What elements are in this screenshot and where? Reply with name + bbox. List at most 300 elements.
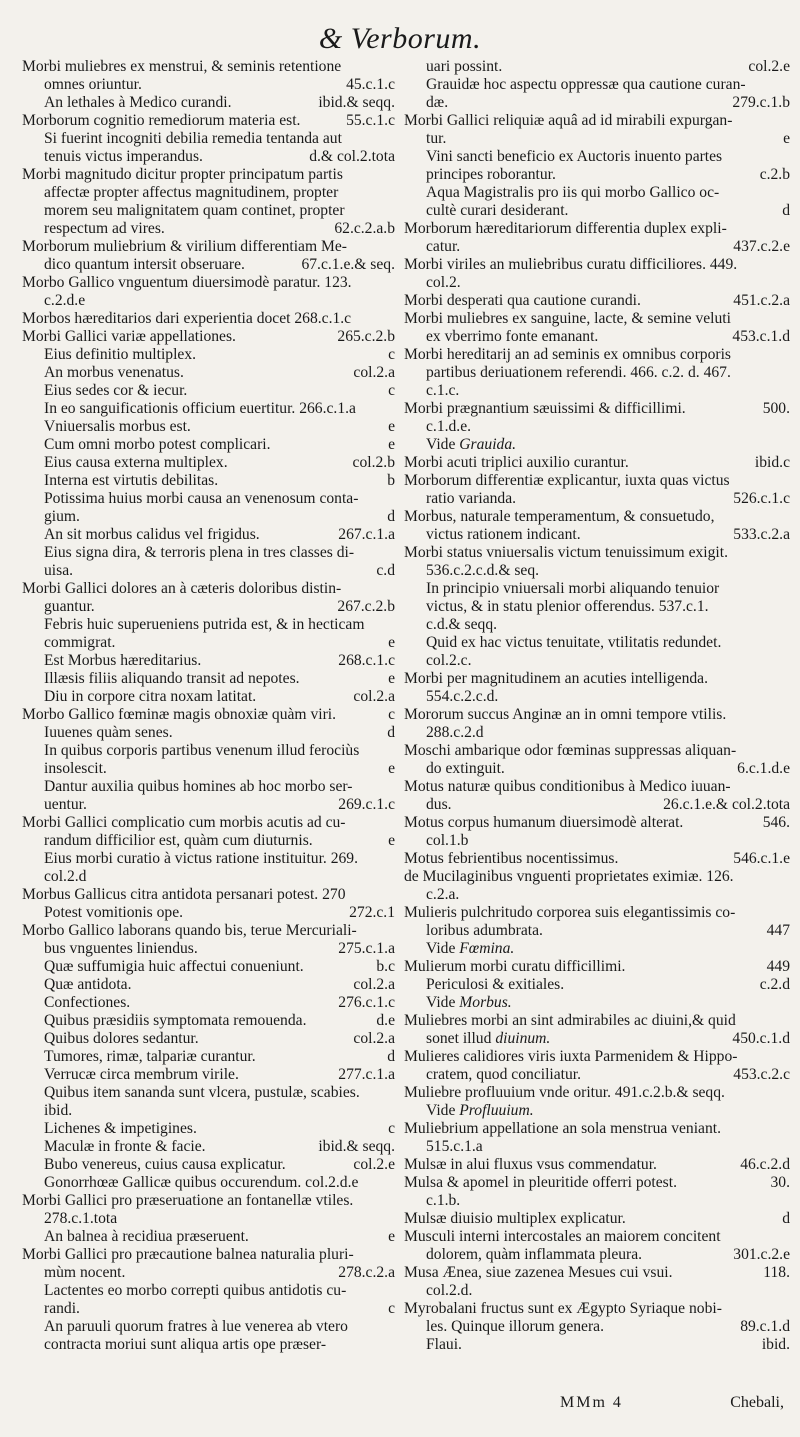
index-entry <box>404 598 790 616</box>
index-entry <box>22 778 395 796</box>
index-entry <box>404 1336 790 1354</box>
entry-reference: 267.c.2.b <box>337 598 395 615</box>
index-entry <box>404 1048 790 1066</box>
entry-text: Muliebre profluuium vnde oritur. 491.c.2.b.& seqq. <box>404 1084 725 1101</box>
index-entry <box>22 220 395 238</box>
entry-text: Morbus, naturale temperamentum, & consuetudo, <box>404 508 715 525</box>
entry-reference: 301.c.2.e <box>733 1246 790 1263</box>
entry-text: Vniuersalis morbus est. <box>44 418 191 435</box>
signature-mark: MMm 4 <box>560 1394 623 1411</box>
entry-text: cultè curari desiderant. <box>426 202 569 219</box>
index-entry <box>404 886 790 904</box>
entry-text: Mulierum morbi curatu difficillimi. <box>404 958 626 975</box>
index-entry <box>22 1336 395 1354</box>
index-entry <box>22 1246 395 1264</box>
entry-reference: 275.c.1.a <box>338 940 395 957</box>
entry-reference: 437.c.2.e <box>733 238 790 255</box>
entry-text: Morbi Gallici pro præseruatione an fontanellæ vtiles. <box>22 1192 354 1209</box>
index-entry <box>404 364 790 382</box>
index-entry <box>404 1246 790 1264</box>
entry-text: Eius definitio multiplex. <box>44 346 197 363</box>
index-entry <box>22 634 395 652</box>
entry-text: Morborum cognitio remediorum materia est. <box>22 112 301 129</box>
entry-reference: c.2.b <box>759 166 790 183</box>
entry-text: de Mucilaginibus vnguenti proprietates eximiæ. 126. <box>404 868 734 885</box>
entry-text: Morbi prægnantium sæuissimi & difficillimi. <box>404 400 686 417</box>
entry-text: Iuuenes quàm senes. <box>44 724 173 741</box>
index-entry <box>404 724 790 742</box>
index-entry <box>22 1210 395 1228</box>
index-entry <box>404 1174 790 1192</box>
entry-text: principes roborantur. <box>426 166 556 183</box>
index-entry <box>404 742 790 760</box>
index-entry <box>22 382 395 400</box>
entry-text: Mulsa & apomel in pleuritide offerri potest. <box>404 1174 677 1191</box>
index-entry <box>22 328 395 346</box>
entry-text: Morbi Gallici dolores an à cæteris doloribus distin- <box>22 580 342 597</box>
entry-text: 278.c.1.tota <box>44 1210 118 1227</box>
entry-reference: col.2.a <box>353 976 395 993</box>
index-entry <box>404 202 790 220</box>
entry-text: affectæ propter affectus magnitudinem, propter <box>44 184 339 201</box>
index-entry <box>22 1318 395 1336</box>
index-entry <box>404 1282 790 1300</box>
index-entry <box>22 976 395 994</box>
entry-text: col.2. <box>426 274 461 291</box>
entry-text: Aqua Magistralis pro iis qui morbo Gallico oc- <box>426 184 720 201</box>
entry-text: omnes oriuntur. <box>44 76 142 93</box>
index-entry <box>22 256 395 274</box>
index-entry <box>22 598 395 616</box>
entry-text: Interna est virtutis debilitas. <box>44 472 219 489</box>
entry-text: c.1.d.e. <box>426 418 472 435</box>
entry-text: Est Morbus hæreditarius. <box>44 652 202 669</box>
entry-reference: c <box>388 1300 395 1317</box>
entry-text: Myrobalani fructus sunt ex Ægypto Syriaque nobi- <box>404 1300 722 1317</box>
entry-text: Tumores, rimæ, talpariæ curantur. <box>44 1048 256 1065</box>
entry-text: Morbo Gallico fœminæ magis obnoxiæ quàm viri. <box>22 706 337 723</box>
entry-text: An balnea à recidiua præseruent. <box>44 1228 249 1245</box>
index-entry <box>22 490 395 508</box>
entry-text: les. Quinque illorum genera. <box>426 1318 604 1335</box>
entry-text: Gonorrhœæ Gallicæ quibus occurendum. col.2.d.e <box>44 1174 359 1191</box>
index-entry <box>404 130 790 148</box>
index-entry <box>404 580 790 598</box>
index-entry <box>22 1264 395 1282</box>
index-entry <box>22 472 395 490</box>
entry-reference: e <box>388 832 395 849</box>
index-entry <box>404 1264 790 1282</box>
index-entry <box>404 940 790 958</box>
index-entry <box>22 868 395 886</box>
index-entry <box>404 346 790 364</box>
index-entry <box>404 958 790 976</box>
entry-reference: e <box>388 760 395 777</box>
index-entry <box>404 526 790 544</box>
index-entry <box>22 130 395 148</box>
entry-reference: 26.c.1.e.& col.2.tota <box>663 796 790 813</box>
index-entry <box>404 1138 790 1156</box>
index-entry <box>404 220 790 238</box>
index-entry <box>22 1228 395 1246</box>
entry-text: c.1.b. <box>426 1192 461 1209</box>
entry-text: do extinguit. <box>426 760 505 777</box>
index-entry <box>22 1282 395 1300</box>
index-entry <box>22 886 395 904</box>
entry-text: Lichenes & impetigines. <box>44 1120 197 1137</box>
entry-text: Si fuerint incogniti debilia remedia tentanda aut <box>44 130 342 147</box>
entry-text: Confectiones. <box>44 994 131 1011</box>
index-entry <box>22 760 395 778</box>
index-entry <box>404 1066 790 1084</box>
entry-text: Motus febrientibus nocentissimus. <box>404 850 619 867</box>
index-entry <box>404 1210 790 1228</box>
index-entry <box>404 238 790 256</box>
entry-text: Periculosi & exitiales. <box>426 976 565 993</box>
index-entry <box>22 418 395 436</box>
entry-text: Musa Ænea, siue zazenea Mesues cui vsui. <box>404 1264 673 1281</box>
index-entry <box>404 58 790 76</box>
entry-reference: d.e <box>376 1012 395 1029</box>
index-entry <box>22 76 395 94</box>
entry-reference: d.& col.2.tota <box>309 148 395 165</box>
index-entry <box>404 994 790 1012</box>
entry-text: Morbi Gallici pro præcautione balnea naturalia pluri- <box>22 1246 354 1263</box>
entry-reference: e <box>783 130 790 147</box>
entry-text: Morbi Gallici variæ appellationes. <box>22 328 236 345</box>
index-entry <box>22 562 395 580</box>
entry-reference: col.2.a <box>353 688 395 705</box>
entry-text: Potest vomitionis ope. <box>44 904 184 921</box>
entry-text: Muliebrium appellatione an sola menstrua veniant. <box>404 1120 721 1137</box>
index-entry <box>404 508 790 526</box>
entry-text: Morbi muliebres ex sanguine, lacte, & semine veluti <box>404 310 731 327</box>
entry-reference: e <box>388 418 395 435</box>
entry-text: dolorem, quàm inflammata pleura. <box>426 1246 643 1263</box>
entry-text: 288.c.2.d <box>426 724 484 741</box>
index-entry <box>22 1192 395 1210</box>
index-entry <box>404 814 790 832</box>
entry-text: Morbi status vniuersalis victum tenuissimum exigit. <box>404 544 728 561</box>
entry-text: Morbi per magnitudinem an acuties intelligenda. <box>404 670 708 687</box>
index-entry <box>22 832 395 850</box>
entry-reference: 526.c.1.c <box>733 490 790 507</box>
index-entry <box>22 526 395 544</box>
index-entry <box>404 562 790 580</box>
entry-reference: c <box>388 382 395 399</box>
entry-text: c.1.c. <box>426 382 460 399</box>
entry-text: Muliebres morbi an sint admirabiles ac diuini,& quid <box>404 1012 736 1029</box>
entry-text: gium. <box>44 508 80 525</box>
index-entry <box>22 238 395 256</box>
entry-text: Musculi interni intercostales an maiorem concitent <box>404 1228 721 1245</box>
index-entry <box>22 274 395 292</box>
entry-text: loribus adumbrata. <box>426 922 543 939</box>
entry-reference: d <box>782 202 790 219</box>
entry-reference: 62.c.2.a.b <box>334 220 395 237</box>
index-entry <box>404 1012 790 1030</box>
entry-text: Morbi hereditarij an ad seminis ex omnibus corporis <box>404 346 731 363</box>
index-entry <box>404 778 790 796</box>
entry-text: col.2.d <box>44 868 87 885</box>
index-entry <box>22 796 395 814</box>
entry-text: 515.c.1.a <box>426 1138 483 1155</box>
entry-reference: col.2.b <box>352 454 395 471</box>
index-entry <box>22 346 395 364</box>
entry-text: 536.c.2.c.d.& seq. <box>426 562 540 579</box>
index-entry <box>22 958 395 976</box>
index-column-right <box>404 58 790 1354</box>
index-entry <box>22 1084 395 1102</box>
running-header: & Verborum. <box>318 22 482 55</box>
index-entry <box>404 292 790 310</box>
index-entry <box>404 616 790 634</box>
entry-text: Flaui. <box>426 1336 462 1353</box>
index-entry <box>22 922 395 940</box>
index-entry <box>404 112 790 130</box>
entry-reference: b <box>387 472 395 489</box>
index-entry <box>22 544 395 562</box>
index-entry <box>22 688 395 706</box>
index-entry <box>404 922 790 940</box>
index-entry <box>22 1048 395 1066</box>
index-entry <box>22 1300 395 1318</box>
index-entry <box>404 1192 790 1210</box>
entry-text: Verrucæ circa membrum virile. <box>44 1066 239 1083</box>
entry-text: ratio varianda. <box>426 490 517 507</box>
entry-reference: d <box>387 508 395 525</box>
index-entry <box>22 904 395 922</box>
entry-text: insolescit. <box>44 760 107 777</box>
entry-reference: 500. <box>762 400 790 417</box>
index-entry <box>404 760 790 778</box>
entry-text: uari possint. <box>426 58 503 75</box>
entry-text: respectum ad vires. <box>44 220 165 237</box>
index-entry <box>404 796 790 814</box>
entry-reference: col.2.a <box>353 364 395 381</box>
entry-text: col.2.d. <box>426 1282 473 1299</box>
index-entry <box>22 1120 395 1138</box>
index-entry <box>404 850 790 868</box>
entry-text: guantur. <box>44 598 95 615</box>
entry-reference: 546. <box>762 814 790 831</box>
entry-text: Mulsæ diuisio multiplex explicatur. <box>404 1210 626 1227</box>
entry-text: Potissima huius morbi causa an venenosum conta- <box>44 490 359 507</box>
entry-text: Eius sedes cor & iecur. <box>44 382 188 399</box>
entry-text: morem seu malignitatem quam continet, propter <box>44 202 345 219</box>
entry-text: victus rationem indicant. <box>426 526 581 543</box>
entry-reference: 269.c.1.c <box>338 796 395 813</box>
entry-reference: col.2.e <box>353 1156 395 1173</box>
entry-text: c.2.a. <box>426 886 460 903</box>
entry-reference: ibid. <box>761 1336 790 1353</box>
index-entry <box>22 202 395 220</box>
index-entry <box>22 580 395 598</box>
index-entry <box>404 1120 790 1138</box>
entry-reference: 451.c.2.a <box>733 292 790 309</box>
index-entry <box>22 310 395 328</box>
entry-text: dus. <box>426 796 452 813</box>
index-entry <box>22 166 395 184</box>
index-column-left <box>22 58 395 1354</box>
entry-text: Quibus præsidiis symptomata remouenda. <box>44 1012 307 1029</box>
entry-text: Bubo venereus, cuius causa explicatur. <box>44 1156 286 1173</box>
index-entry <box>404 454 790 472</box>
entry-text: Mulieres calidiores viris iuxta Parmenidem & Hippo- <box>404 1048 738 1065</box>
index-entry <box>22 148 395 166</box>
entry-text: commigrat. <box>44 634 116 651</box>
entry-text: Morborum hæreditariorum differentia duplex expli- <box>404 220 727 237</box>
entry-text: Moschi ambarique odor fœminas suppressas aliquan- <box>404 742 737 759</box>
index-entry <box>404 400 790 418</box>
entry-text: Vide Fœmina. <box>426 940 515 957</box>
index-entry <box>404 472 790 490</box>
entry-text: dico quantum intersit obseruare. <box>44 256 245 273</box>
index-entry <box>22 742 395 760</box>
entry-reference: 447 <box>766 922 790 939</box>
entry-text: ibid. <box>44 1102 73 1119</box>
index-entry <box>404 436 790 454</box>
entry-text: An morbus venenatus. <box>44 364 184 381</box>
entry-reference: 89.c.1.d <box>740 1318 790 1335</box>
entry-reference: 278.c.2.a <box>338 1264 395 1281</box>
index-entry <box>22 184 395 202</box>
entry-text: sonet illud diuinum. <box>426 1030 551 1047</box>
index-entry <box>404 1102 790 1120</box>
entry-text: Mulsæ in alui fluxus vsus commendatur. <box>404 1156 657 1173</box>
index-entry <box>22 400 395 418</box>
index-entry <box>22 292 395 310</box>
entry-reference: e <box>388 670 395 687</box>
entry-text: Illæsis filiis aliquando transit ad nepotes. <box>44 670 300 687</box>
entry-text: uentur. <box>44 796 87 813</box>
entry-reference: ibid.& seqq. <box>318 1138 395 1155</box>
entry-text: Febris huic superueniens putrida est, & in hecticam <box>44 616 365 633</box>
entry-text: tenuis victus imperandus. <box>44 148 203 165</box>
index-entry <box>404 832 790 850</box>
entry-text: Morbi acuti triplici auxilio curantur. <box>404 454 629 471</box>
entry-text: Morbo Gallico vnguentum diuersimodè paratur. 123. <box>22 274 352 291</box>
index-entry <box>404 328 790 346</box>
entry-text: Morbi magnitudo dicitur propter principatum partis <box>22 166 343 183</box>
entry-reference: 265.c.2.b <box>337 328 395 345</box>
index-entry <box>404 310 790 328</box>
entry-reference: ibid.& seqq. <box>318 94 395 111</box>
entry-reference: c.d <box>376 562 395 579</box>
index-entry <box>404 1228 790 1246</box>
entry-reference: 277.c.1.a <box>338 1066 395 1083</box>
entry-text: contracta moriui sunt aliqua artis ope præser- <box>44 1336 327 1353</box>
index-entry <box>22 1066 395 1084</box>
index-entry <box>404 634 790 652</box>
entry-reference: 453.c.2.c <box>733 1066 790 1083</box>
entry-reference: 449 <box>766 958 790 975</box>
index-entry <box>22 652 395 670</box>
entry-text: Vide Grauida. <box>426 436 517 453</box>
entry-text: Motus corpus humanum diuersimodè alterat. <box>404 814 684 831</box>
index-entry <box>404 1030 790 1048</box>
entry-reference: c.2.d <box>759 976 790 993</box>
entry-text: randum difficilior est, quàm cum diuturnis. <box>44 832 313 849</box>
index-entry <box>22 454 395 472</box>
entry-reference: 45.c.1.c <box>346 76 395 93</box>
entry-text: Morbo Gallico laborans quando bis, terue Mercuriali- <box>22 922 357 939</box>
entry-reference: d <box>782 1210 790 1227</box>
index-entry <box>22 724 395 742</box>
entry-text: Morbi viriles an muliebribus curatu difficiliores. 449. <box>404 256 738 273</box>
entry-text: tur. <box>426 130 447 147</box>
index-entry <box>22 58 395 76</box>
entry-text: An sit morbus calidus vel frigidus. <box>44 526 260 543</box>
index-entry <box>404 652 790 670</box>
entry-text: dæ. <box>426 94 449 111</box>
index-entry <box>404 688 790 706</box>
index-entry <box>404 868 790 886</box>
entry-reference: 546.c.1.e <box>733 850 790 867</box>
entry-text: Quid ex hac victus tenuitate, vtilitatis redundet. <box>426 634 722 651</box>
index-entry <box>22 364 395 382</box>
entry-text: col.2.c. <box>426 652 472 669</box>
entry-text: Maculæ in fronte & facie. <box>44 1138 206 1155</box>
entry-text: An paruuli quorum fratres à lue venerea ab vtero <box>44 1318 348 1335</box>
entry-text: Quibus item sananda sunt vlcera, pustulæ, scabies. <box>44 1084 360 1101</box>
index-entry <box>404 184 790 202</box>
entry-text: Dantur auxilia quibus homines ab hoc morbo ser- <box>44 778 353 795</box>
index-entry <box>404 670 790 688</box>
entry-text: 554.c.2.c.d. <box>426 688 499 705</box>
entry-text: Morbus Gallicus citra antidota persanari potest. 270 <box>22 886 346 903</box>
index-entry <box>404 706 790 724</box>
entry-text: ex vberrimo fonte emanant. <box>426 328 599 345</box>
entry-text: Morbos hæreditarios dari experientia docet 268.c.1.c <box>22 310 352 327</box>
entry-reference: 6.c.1.d.e <box>737 760 790 777</box>
index-entry <box>22 994 395 1012</box>
index-entry <box>404 418 790 436</box>
index-entry <box>22 814 395 832</box>
entry-text: Mulieris pulchritudo corporea suis elegantissimis co- <box>404 904 736 921</box>
entry-reference: 279.c.1.b <box>732 94 790 111</box>
index-entry <box>404 1300 790 1318</box>
entry-text: col.1.b <box>426 832 469 849</box>
entry-reference: c <box>388 346 395 363</box>
entry-text: randi. <box>44 1300 80 1317</box>
entry-reference: e <box>388 436 395 453</box>
entry-reference: 272.c.1 <box>349 904 395 921</box>
index-entry <box>404 1318 790 1336</box>
index-entry <box>22 706 395 724</box>
entry-text: Grauidæ hoc aspectu oppressæ qua cautione curan- <box>426 76 746 93</box>
entry-reference: b.c <box>376 958 395 975</box>
entry-reference: 276.c.1.c <box>338 994 395 1011</box>
entry-text: In principio vniuersali morbi aliquando tenuior <box>426 580 720 597</box>
entry-reference: 30. <box>770 1174 790 1191</box>
entry-reference: 450.c.1.d <box>732 1030 790 1047</box>
entry-text: Morborum muliebrium & virilium differentiam Me- <box>22 238 347 255</box>
entry-text: victus, & in statu plenior offerendus. 537.c.1. <box>426 598 709 615</box>
entry-text: c.d.& seqq. <box>426 616 498 633</box>
entry-text: Mororum succus Anginæ an in omni tempore vtilis. <box>404 706 727 723</box>
entry-text: Eius causa externa multiplex. <box>44 454 228 471</box>
index-entry <box>404 382 790 400</box>
entry-text: partibus deriuationem referendi. 466. c.2. d. 467. <box>426 364 731 381</box>
entry-text: In eo sanguificationis officium euertitur. 266.c.1.a <box>44 400 356 417</box>
entry-text: Morbi Gallici complicatio cum morbis acutis ad cu- <box>22 814 346 831</box>
index-entry <box>404 904 790 922</box>
entry-reference: e <box>388 1228 395 1245</box>
entry-text: mùm nocent. <box>44 1264 126 1281</box>
index-entry <box>22 850 395 868</box>
index-entry <box>22 112 395 130</box>
